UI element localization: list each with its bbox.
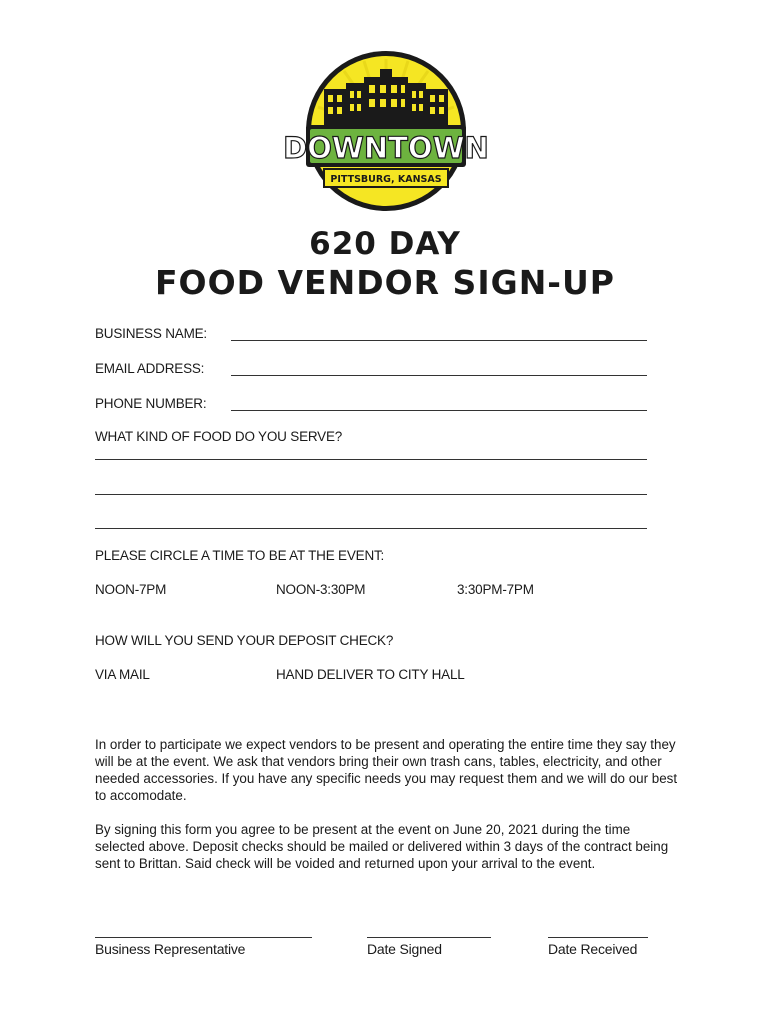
participation-paragraph: In order to participate we expect vendors to be present and operating the entire time they say they will be at the event. We ask that vendors bring their own trash cans, tables, electricity, and other needed accessories. If you have any specific needs you may request them and we will do our best to accomodate. (95, 737, 678, 803)
downtown-logo (283, 47, 489, 213)
deposit-option-mail[interactable]: VIA MAIL (95, 667, 150, 682)
time-option-noon-330pm[interactable]: NOON-3:30PM (276, 582, 366, 597)
date-received-line[interactable] (548, 937, 648, 938)
phone-label: PHONE NUMBER: (95, 396, 207, 411)
date-received-label: Date Received (548, 941, 638, 957)
email-label: EMAIL ADDRESS: (95, 361, 205, 376)
deposit-option-hand-deliver[interactable]: HAND DELIVER TO CITY HALL (276, 667, 465, 682)
food-answer-line-2[interactable] (95, 494, 647, 495)
logo-wordmark: DOWNTOWN (283, 131, 489, 165)
business-name-label: BUSINESS NAME: (95, 326, 207, 341)
food-answer-line-3[interactable] (95, 528, 647, 529)
email-line[interactable] (231, 375, 647, 376)
time-option-noon-7pm[interactable]: NOON-7PM (95, 582, 167, 597)
business-name-line[interactable] (231, 340, 647, 341)
title-line-2: FOOD VENDOR SIGN-UP (154, 263, 615, 302)
phone-line[interactable] (231, 410, 647, 411)
time-prompt: PLEASE CIRCLE A TIME TO BE AT THE EVENT: (95, 548, 385, 563)
date-signed-label: Date Signed (367, 941, 442, 957)
agreement-paragraph: By signing this form you agree to be present at the event on June 20, 2021 during the time selected above. Deposit checks should be mailed or delivered within 3 days of the contract being sent to Brittan. Said check will be voided and returned upon your arrival to the event. (95, 822, 669, 871)
title-line-1: 620 DAY (309, 226, 461, 262)
deposit-prompt: HOW WILL YOU SEND YOUR DEPOSIT CHECK? (95, 633, 394, 648)
representative-signature-line[interactable] (95, 937, 312, 938)
date-signed-line[interactable] (367, 937, 491, 938)
time-option-330pm-7pm[interactable]: 3:30PM-7PM (457, 582, 534, 597)
food-question-label: WHAT KIND OF FOOD DO YOU SERVE? (95, 429, 343, 444)
logo-location: PITTSBURG, KANSAS (330, 174, 442, 185)
food-answer-line-1[interactable] (95, 459, 647, 460)
representative-label: Business Representative (95, 941, 246, 957)
